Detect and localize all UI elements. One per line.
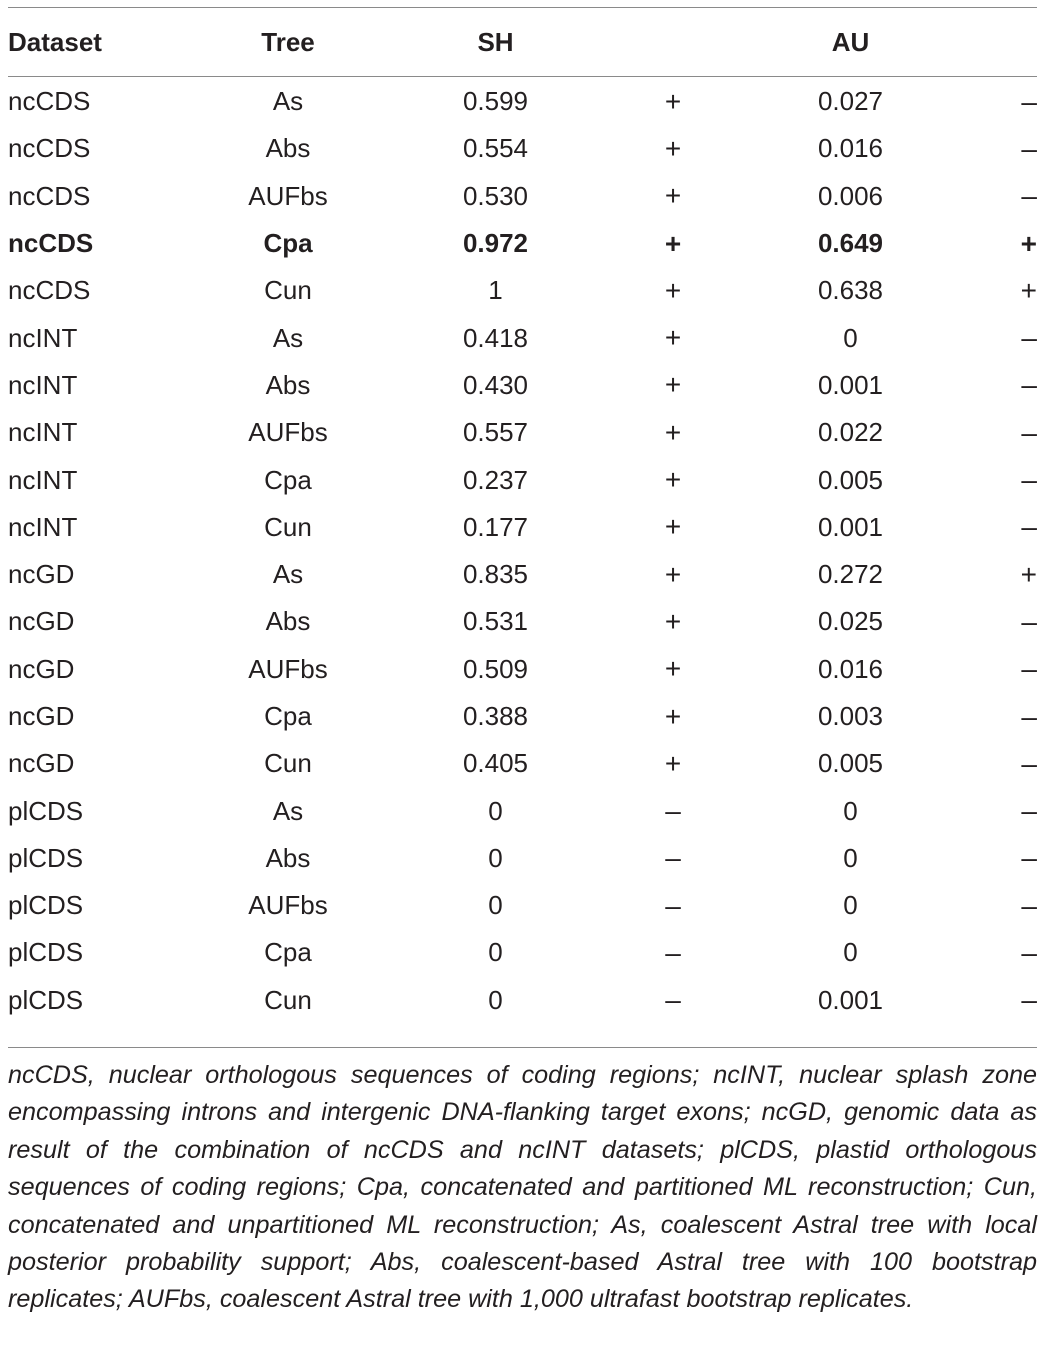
cell-au-significance: – xyxy=(1021,889,1037,921)
table-row xyxy=(8,409,1037,456)
cell-au: 0.027 xyxy=(817,86,884,117)
cell-sh-significance: + xyxy=(664,416,682,448)
cell-dataset: plCDS xyxy=(8,890,84,921)
header-dataset: Dataset xyxy=(8,26,102,57)
cell-au: 0.025 xyxy=(817,606,884,637)
cell-au: 0 xyxy=(843,842,858,873)
cell-sh-significance: + xyxy=(664,227,682,259)
table-body xyxy=(8,78,1037,1024)
cell-dataset: plCDS xyxy=(8,842,84,873)
cell-sh: 0.972 xyxy=(462,228,529,259)
cell-tree: Cun xyxy=(264,511,312,542)
table-row xyxy=(8,267,1037,314)
table-row xyxy=(8,125,1037,172)
cell-tree: AUFbs xyxy=(248,890,328,921)
cell-au: 0.272 xyxy=(817,559,884,590)
cell-sh: 0 xyxy=(488,984,503,1015)
cell-sh: 0.418 xyxy=(462,322,529,353)
cell-sh-significance: – xyxy=(665,795,681,827)
cell-sh: 0.599 xyxy=(462,86,529,117)
table-row xyxy=(8,787,1037,834)
cell-dataset: ncGD xyxy=(8,559,75,590)
table-row xyxy=(8,929,1037,976)
cell-au: 0.001 xyxy=(817,511,884,542)
table-row xyxy=(8,362,1037,409)
cell-au: 0 xyxy=(843,937,858,968)
cell-sh: 0.405 xyxy=(462,748,529,779)
cell-sh-significance: + xyxy=(664,369,682,401)
table-row xyxy=(8,882,1037,929)
cell-au: 0.005 xyxy=(817,464,884,495)
table-row xyxy=(8,693,1037,740)
cell-dataset: ncINT xyxy=(8,417,78,448)
cell-tree: Cun xyxy=(264,275,312,306)
cell-dataset: ncCDS xyxy=(8,275,91,306)
cell-tree: AUFbs xyxy=(248,653,328,684)
cell-sh-significance: + xyxy=(664,653,682,685)
cell-sh-significance: + xyxy=(664,700,682,732)
cell-au: 0.003 xyxy=(817,701,884,731)
cell-tree: Cun xyxy=(264,984,312,1015)
cell-sh: 0.530 xyxy=(462,180,529,211)
cell-au-significance: – xyxy=(1021,511,1037,543)
cell-tree: As xyxy=(272,559,304,590)
table-row xyxy=(8,740,1037,787)
cell-au-significance: – xyxy=(1021,180,1037,212)
cell-tree: Cun xyxy=(264,748,312,779)
cell-au: 0.005 xyxy=(817,748,884,779)
cell-dataset: ncCDS xyxy=(8,86,91,117)
cell-au: 0.022 xyxy=(817,417,884,448)
cell-sh-significance: – xyxy=(665,984,681,1016)
cell-au: 0.016 xyxy=(817,133,884,164)
cell-au-significance: – xyxy=(1021,605,1037,637)
header-sh-sig xyxy=(643,8,703,76)
cell-au-significance: – xyxy=(1021,653,1037,685)
cell-sh: 0 xyxy=(488,842,503,873)
results-table xyxy=(8,8,1037,1024)
cell-sh: 0.509 xyxy=(462,653,529,684)
header-tree: Tree xyxy=(261,26,315,57)
header-sh: SH xyxy=(477,26,514,57)
cell-au: 0.016 xyxy=(817,653,884,684)
cell-dataset: ncINT xyxy=(8,322,78,353)
cell-dataset: ncINT xyxy=(8,511,78,542)
cell-sh-significance: + xyxy=(664,132,682,164)
cell-sh: 0.557 xyxy=(462,417,529,448)
cell-au-significance: – xyxy=(1021,85,1037,117)
cell-tree: Abs xyxy=(265,842,311,873)
cell-sh-significance: + xyxy=(664,322,682,354)
table-row xyxy=(8,977,1037,1024)
cell-sh: 0.237 xyxy=(462,464,529,495)
cell-au-significance: – xyxy=(1021,700,1037,732)
bottom-rule xyxy=(8,1047,1037,1048)
cell-au-significance: – xyxy=(1021,464,1037,496)
cell-sh: 0.388 xyxy=(462,701,529,731)
cell-sh-significance: + xyxy=(664,605,682,637)
cell-au-significance: + xyxy=(1020,274,1037,306)
cell-tree: AUFbs xyxy=(248,417,328,448)
table-footnote: ncCDS, nuclear orthologous sequences of coding regions; ncINT, nuclear splash zone encompassing introns and intergenic DNA-flanking target exons; ncGD, genomic data as result of the combination of ncCDS and ncINT datasets; plCDS, plastid orthologous sequences of coding regions; Cpa, concatenated and partitioned ML reconstruction; Cun, concatenated and unpartitioned ML reconstruction; As, coalescent Astral tree with local posterior probability support; Abs, coalescent-based Astral tree with 100 bootstrap replicates; AUFbs, coalescent Astral tree with 1,000 ultrafast bootstrap replicates. xyxy=(8,1061,1037,1314)
table-row xyxy=(8,220,1037,267)
table-row xyxy=(8,314,1037,361)
cell-au-significance: – xyxy=(1021,842,1037,874)
cell-dataset: ncCDS xyxy=(8,133,91,164)
cell-sh-significance: – xyxy=(665,889,681,921)
cell-dataset: plCDS xyxy=(8,984,84,1015)
table-row xyxy=(8,598,1037,645)
cell-sh: 0.531 xyxy=(462,606,529,637)
cell-tree: Cpa xyxy=(264,937,312,968)
cell-au-significance: – xyxy=(1021,984,1037,1016)
cell-au: 0.638 xyxy=(817,275,884,306)
cell-tree: Abs xyxy=(265,606,311,637)
cell-au-significance: + xyxy=(1020,558,1037,590)
cell-tree: As xyxy=(272,795,304,826)
cell-au: 0 xyxy=(843,795,858,826)
cell-au-significance: – xyxy=(1021,795,1037,827)
cell-sh: 0 xyxy=(488,937,503,968)
table-row xyxy=(8,551,1037,598)
cell-tree: Abs xyxy=(265,133,311,164)
cell-au-significance: – xyxy=(1021,936,1037,968)
cell-tree: As xyxy=(272,322,304,353)
table-row xyxy=(8,173,1037,220)
cell-dataset: plCDS xyxy=(8,795,84,826)
cell-dataset: ncINT xyxy=(8,464,78,495)
cell-dataset: ncGD xyxy=(8,748,75,779)
cell-sh-significance: + xyxy=(664,511,682,543)
cell-dataset: plCDS xyxy=(8,937,84,968)
cell-au: 0.001 xyxy=(817,984,884,1015)
cell-tree: Abs xyxy=(265,369,311,400)
cell-sh-significance: + xyxy=(664,464,682,496)
table-row xyxy=(8,646,1037,693)
table-row xyxy=(8,78,1037,125)
cell-sh: 0 xyxy=(488,890,503,921)
cell-dataset: ncINT xyxy=(8,369,78,400)
cell-au: 0.649 xyxy=(817,228,884,259)
cell-sh: 1 xyxy=(488,275,503,306)
cell-sh-significance: + xyxy=(664,274,682,306)
table-row xyxy=(8,456,1037,503)
cell-sh-significance: + xyxy=(664,747,682,779)
cell-au-significance: – xyxy=(1021,747,1037,779)
cell-dataset: ncCDS xyxy=(8,180,91,211)
cell-au-significance: + xyxy=(1020,227,1037,259)
cell-tree: AUFbs xyxy=(248,180,328,211)
cell-dataset: ncGD xyxy=(8,653,75,684)
header-row xyxy=(8,8,1037,76)
cell-sh: 0.177 xyxy=(462,511,529,542)
cell-tree: Cpa xyxy=(264,701,312,731)
cell-sh-significance: + xyxy=(664,85,682,117)
cell-au: 0.006 xyxy=(817,180,884,211)
cell-sh: 0 xyxy=(488,795,503,826)
cell-sh: 0.554 xyxy=(462,133,529,164)
cell-tree: As xyxy=(272,86,304,117)
cell-au-significance: – xyxy=(1021,322,1037,354)
cell-au: 0.001 xyxy=(817,369,884,400)
cell-au-significance: – xyxy=(1021,369,1037,401)
cell-au-significance: – xyxy=(1021,416,1037,448)
cell-sh-significance: + xyxy=(664,558,682,590)
cell-au: 0 xyxy=(843,322,858,353)
cell-dataset: ncGD xyxy=(8,606,75,637)
cell-sh-significance: + xyxy=(664,180,682,212)
header-au: AU xyxy=(831,26,870,57)
cell-dataset: ncCDS xyxy=(8,228,94,259)
cell-tree: Cpa xyxy=(263,228,313,259)
table-row xyxy=(8,835,1037,882)
cell-sh: 0.430 xyxy=(462,369,529,400)
cell-au-significance: – xyxy=(1021,132,1037,164)
cell-sh-significance: – xyxy=(665,936,681,968)
cell-au: 0 xyxy=(843,890,858,921)
header-au-sig xyxy=(998,8,1037,76)
cell-tree: Cpa xyxy=(264,464,312,495)
cell-dataset: ncGD xyxy=(8,701,75,731)
cell-sh-significance: – xyxy=(665,842,681,874)
cell-sh: 0.835 xyxy=(462,559,529,590)
table-row xyxy=(8,504,1037,551)
